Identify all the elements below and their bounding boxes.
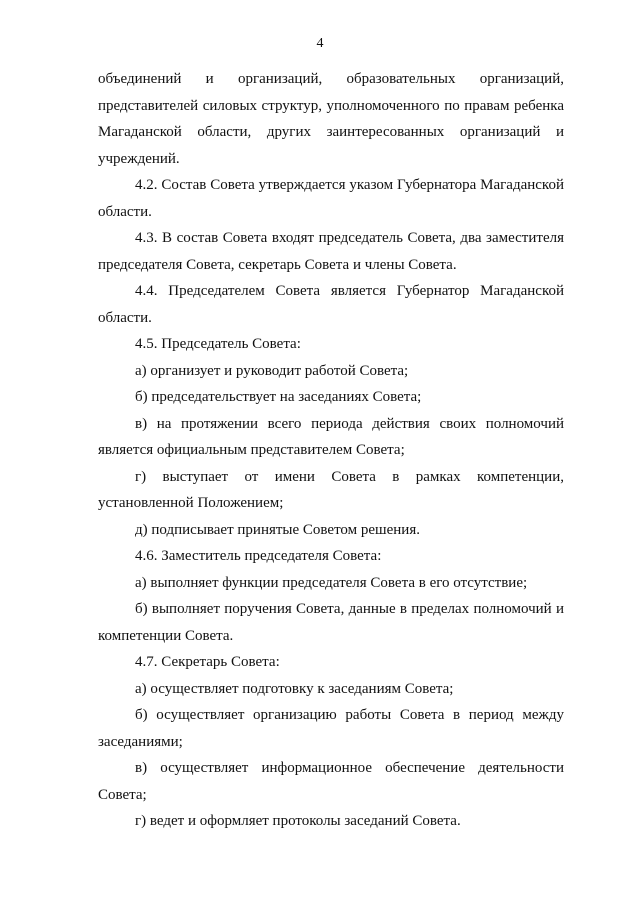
- page-number: 4: [316, 36, 324, 51]
- paragraph-4-7-heading: 4.7. Секретарь Совета:: [135, 654, 280, 670]
- list-item-4-5-g: г) выступает от имени Совета в рамках компетенции, установленной Положением;: [98, 468, 564, 511]
- paragraph-continuation: объединений и организаций, образовательных организаций, представителей силовых структур, уполномоченного по правам ребенка Магаданской области, других заинтересованных организаций и учреждений.: [98, 71, 564, 167]
- list-item-4-6-b: б) выполняет поручения Совета, данные в пределах полномочий и компетенции Совета.: [98, 601, 564, 644]
- list-item-4-5-d: д) подписывает принятые Советом решения.: [135, 521, 420, 538]
- document-body: [98, 66, 564, 835]
- list-item-4-6-a: а) выполняет функции председателя Совета в его отсутствие;: [135, 574, 528, 591]
- list-item-4-7-g: г) ведет и оформляет протоколы заседаний Совета.: [135, 813, 461, 829]
- list-item-4-7-a: а) осуществляет подготовку к заседаниям Совета;: [135, 680, 454, 697]
- paragraph-4-2: 4.2. Состав Совета утверждается указом Губернатора Магаданской области.: [98, 177, 564, 220]
- paragraph-4-3: 4.3. В состав Совета входят председатель Совета, два заместителя председателя Совета, секретарь Совета и члены Совета.: [98, 230, 564, 273]
- paragraph-4-4: 4.4. Председателем Совета является Губернатор Магаданской области.: [98, 283, 564, 326]
- list-item-4-5-a: а) организует и руководит работой Совета;: [135, 362, 409, 379]
- list-item-4-5-v: в) на протяжении всего периода действия своих полномочий является официальным представителем Совета;: [98, 415, 564, 458]
- list-item-4-7-v: в) осуществляет информационное обеспечение деятельности Совета;: [98, 760, 564, 803]
- list-item-4-7-b: б) осуществляет организацию работы Совета в период между заседаниями;: [98, 707, 564, 750]
- paragraph-4-6-heading: 4.6. Заместитель председателя Совета:: [135, 548, 382, 564]
- paragraph-4-5-heading: 4.5. Председатель Совета:: [135, 336, 301, 352]
- list-item-4-5-b: б) председательствует на заседаниях Совета;: [135, 389, 422, 405]
